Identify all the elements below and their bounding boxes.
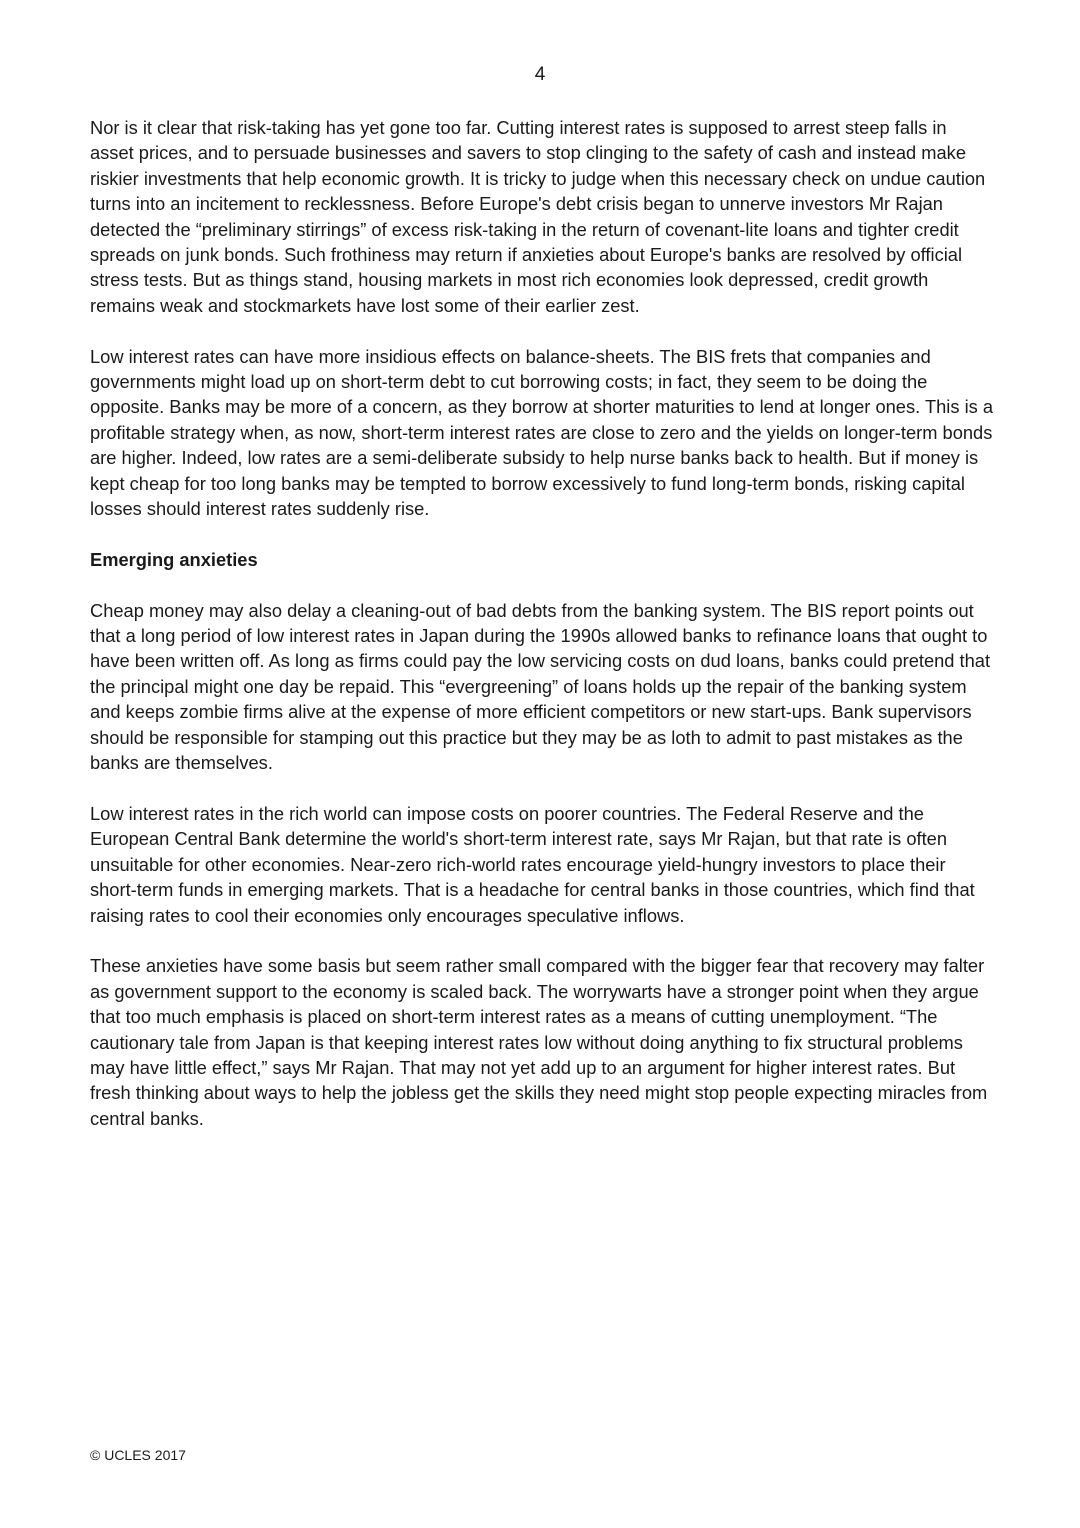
- copyright-footer: © UCLES 2017: [90, 1447, 186, 1463]
- section-heading: Emerging anxieties: [90, 548, 258, 570]
- article-body: [90, 115, 995, 1157]
- paragraph-5: These anxieties have some basis but seem rather small compared with the bigger fear that recovery may falter as government support to the economy is scaled back. The worrywarts have a stronger point when they argue that too much emphasis is placed on short-term interest rates as a means of cutting unemployment. “The cautionary tale from Japan is that keeping interest rates low without doing anything to fix structural problems may have little effect,” says Mr Rajan. That may not yet add up to an argument for higher interest rates. But fresh thinking about ways to help the jobless get the skills they need might stop people expecting miracles from central banks.: [90, 955, 988, 1129]
- paragraph-2: Low interest rates can have more insidious effects on balance-sheets. The BIS frets that companies and governments might load up on short-term debt to cut borrowing costs; in fact, they seem to be doing the opposite. Banks may be more of a concern, as they borrow at shorter maturities to lend at longer ones. This is a profitable strategy when, as now, short-term interest rates are close to zero and the yields on longer-term bonds are higher. Indeed, low rates are a semi-deliberate subsidy to help nurse banks back to health. But if money is kept cheap for too long banks may be tempted to borrow excessively to fund long-term bonds, risking capital losses should interest rates suddenly rise.: [90, 345, 994, 520]
- page-number: 4: [534, 64, 546, 85]
- paragraph-3: Cheap money may also delay a cleaning-out of bad debts from the banking system. The BIS report points out that a long period of low interest rates in Japan during the 1990s allowed banks to refinance loans that ought to have been written off. As long as firms could pay the low servicing costs on dud loans, banks could pretend that the principal might one day be repaid. This “evergreening” of loans holds up the repair of the banking system and keeps zombie firms alive at the expense of more efficient competitors or new start-ups. Bank supervisors should be responsible for stamping out this practice but they may be as loth to admit to past mistakes as the banks are themselves.: [90, 599, 991, 774]
- paragraph-4: Low interest rates in the rich world can impose costs on poorer countries. The Federal Reserve and the European Central Bank determine the world's short-term interest rate, says Mr Rajan, but that rate is often unsuitable for other economies. Near-zero rich-world rates encourage yield-hungry investors to place their short-term funds in emerging markets. That is a headache for central banks in those countries, which find that raising rates to cool their economies only encourages speculative inflows.: [90, 802, 975, 926]
- paragraph-1: Nor is it clear that risk-taking has yet gone too far. Cutting interest rates is supposed to arrest steep falls in asset prices, and to persuade businesses and savers to stop clinging to the safety of cash and instead make riskier investments that help economic growth. It is tricky to judge when this necessary check on undue caution turns into an incitement to recklessness. Before Europe's debt crisis began to unnerve investors Mr Rajan detected the “preliminary stirrings” of excess risk-taking in the return of covenant-lite loans and tighter credit spreads on junk bonds. Such frothiness may return if anxieties about Europe's banks are resolved by official stress tests. But as things stand, housing markets in most rich economies look depressed, credit growth remains weak and stockmarkets have lost some of their earlier zest.: [90, 117, 986, 316]
